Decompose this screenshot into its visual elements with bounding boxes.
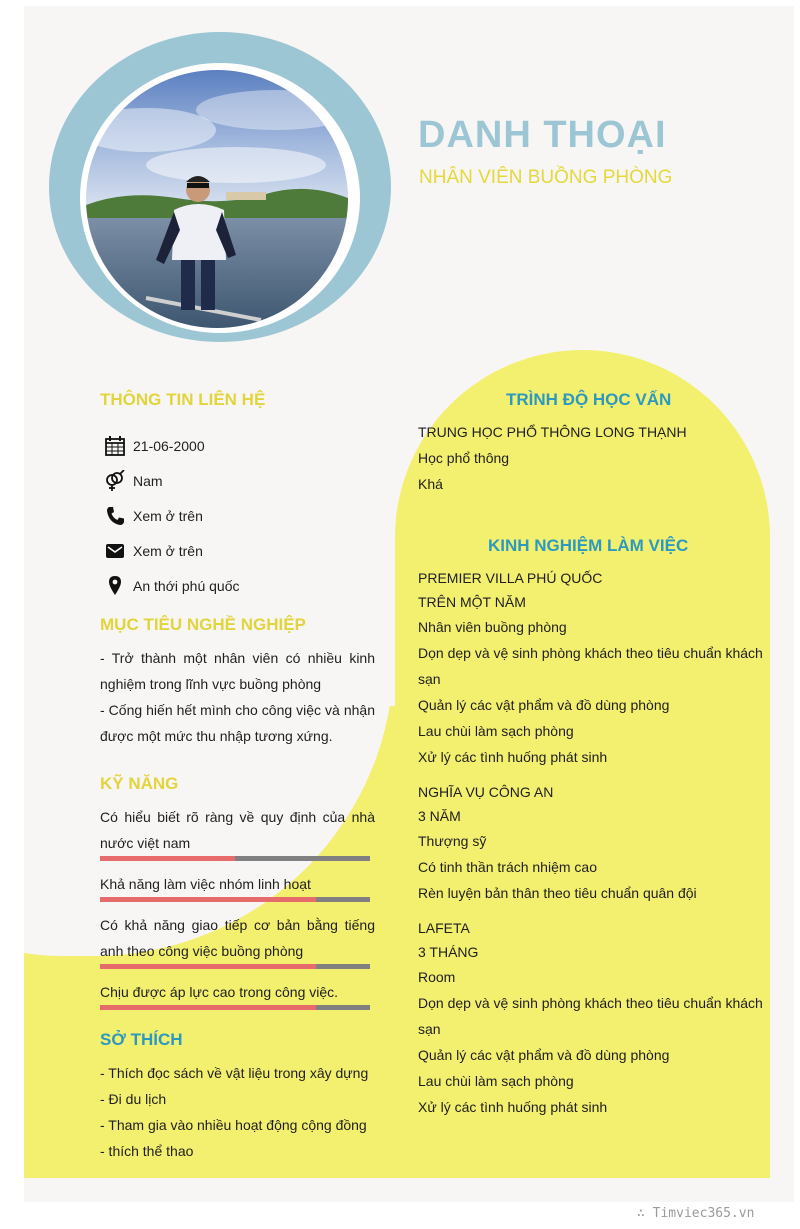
contact-title: THÔNG TIN LIÊN HỆ: [100, 390, 266, 409]
hobby-item: - Tham gia vào nhiều hoạt động cộng đồng: [100, 1117, 367, 1133]
objective-item: - Trở thành một nhân viên có nhiều kinh nghiệm trong lĩnh vực buồng phòng: [100, 650, 375, 692]
experience-title: KINH NGHIỆM LÀM VIỆC: [488, 536, 689, 555]
decor-bottom-margin: [24, 1178, 794, 1202]
skill-level: [100, 897, 316, 902]
skill-level: [100, 856, 235, 861]
skill-name: Khả năng làm việc nhóm linh hoạt: [100, 876, 311, 892]
hobby-item: - thích thể thao: [100, 1143, 194, 1159]
job-company: PREMIER VILLA PHÚ QUỐC: [418, 570, 603, 586]
job-duty: Xử lý các tình huống phát sinh: [418, 749, 608, 765]
birthday-value: 21-06-2000: [133, 438, 205, 454]
job-duty: Xử lý các tình huống phát sinh: [418, 1099, 608, 1115]
phone-icon: [104, 505, 126, 527]
person-name: DANH THOẠI: [418, 114, 667, 156]
education-school: TRUNG HỌC PHỔ THÔNG LONG THẠNH: [418, 424, 687, 440]
job-entry: [418, 916, 763, 1120]
skill-level: [100, 1005, 316, 1010]
address-value: An thới phú quốc: [133, 578, 240, 594]
skill-bar: [100, 964, 370, 969]
job-entry: [418, 780, 763, 906]
job-duty: Quản lý các vật phẩm và đồ dùng phòng: [418, 697, 670, 713]
job-duty: Có tinh thần trách nhiệm cao: [418, 859, 597, 875]
job-position: NHÂN VIÊN BUỒNG PHÒNG: [419, 167, 673, 188]
job-duty: Lau chùi làm sạch phòng: [418, 1073, 574, 1089]
objective-item: - Cống hiến hết mình cho công việc và nhận được một mức thu nhập tương xứng.: [100, 702, 375, 744]
job-duty: Dọn dẹp và vệ sinh phòng khách theo tiêu chuẩn khách sạn: [418, 645, 763, 687]
education-block: [418, 419, 687, 497]
contact-birthday: [104, 434, 205, 458]
email-value: Xem ở trên: [133, 543, 203, 559]
contact-phone: [104, 504, 203, 528]
skills-title: KỸ NĂNG: [100, 774, 179, 793]
footer-brand[interactable]: ∴ Timviec365.vn: [637, 1206, 755, 1221]
education-major: Học phổ thông: [418, 450, 510, 466]
education-grade: Khá: [418, 476, 443, 492]
skill-bar: [100, 897, 370, 902]
skill-name: Chịu được áp lực cao trong công việc.: [100, 984, 339, 1000]
contact-email: [104, 539, 203, 563]
avatar: [86, 70, 348, 328]
job-role: Nhân viên buồng phòng: [418, 619, 567, 635]
job-company: NGHĨA VỤ CÔNG AN: [418, 784, 554, 800]
job-duration: 3 NĂM: [418, 808, 461, 824]
contact-gender: [104, 469, 163, 493]
job-duty: Dọn dẹp và vệ sinh phòng khách theo tiêu chuẩn khách sạn: [418, 995, 763, 1037]
job-duty: Rèn luyện bản thân theo tiêu chuẩn quân đội: [418, 885, 697, 901]
gender-value: Nam: [133, 473, 163, 489]
hobby-item: - Đi du lịch: [100, 1091, 167, 1107]
hobbies-title: SỞ THÍCH: [100, 1030, 183, 1049]
hobby-item: - Thích đọc sách về vật liệu trong xây dựng: [100, 1065, 369, 1081]
skill-name: Có khả năng giao tiếp cơ bản bằng tiếng anh theo công việc buồng phòng: [100, 917, 375, 959]
job-duration: 3 THÁNG: [418, 944, 479, 960]
job-role: Room: [418, 969, 456, 985]
gender-icon: [104, 470, 126, 492]
envelope-icon: [104, 540, 126, 562]
job-duration: TRÊN MỘT NĂM: [418, 594, 526, 610]
job-duty: Quản lý các vật phẩm và đồ dùng phòng: [418, 1047, 670, 1063]
contact-address: [104, 574, 239, 598]
job-duty: Lau chùi làm sạch phòng: [418, 723, 574, 739]
phone-value: Xem ở trên: [133, 508, 203, 524]
education-title: TRÌNH ĐỘ HỌC VẤN: [506, 390, 672, 409]
calendar-icon: [104, 435, 126, 457]
job-role: Thượng sỹ: [418, 833, 487, 849]
skill-name: Có hiểu biết rõ ràng về quy định của nhà nước việt nam: [100, 809, 375, 851]
job-entry: [418, 566, 763, 770]
hobbies-list: [100, 1060, 368, 1164]
job-company: LAFETA: [418, 920, 470, 936]
objective-title: MỤC TIÊU NGHỀ NGHIỆP: [100, 615, 306, 634]
skill-bar: [100, 1005, 370, 1010]
skill-level: [100, 964, 316, 969]
skill-bar: [100, 856, 370, 861]
map-pin-icon: [104, 575, 126, 597]
